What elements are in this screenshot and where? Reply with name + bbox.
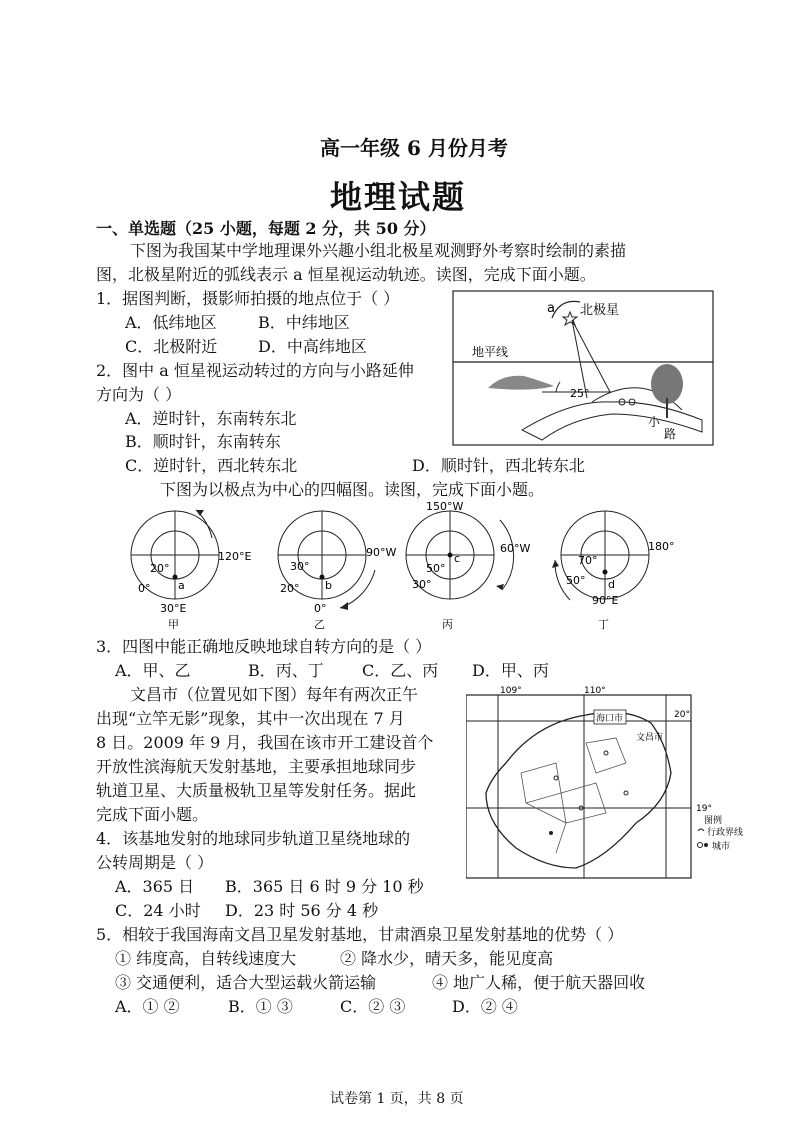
intro3-line1: 文昌市（位置见如下图）每年有两次正午 <box>130 685 419 704</box>
subject-title: 地理试题 <box>330 178 467 216</box>
lon-109: 109° <box>500 686 522 696</box>
q4-option-b: B．365 日 6 时 9 分 10 秒 <box>225 877 424 896</box>
bing-point: c <box>454 552 461 565</box>
q1-option-d: D．中高纬地区 <box>258 337 367 356</box>
hainan-map <box>466 683 766 883</box>
section-heading: 一、单选题（25 小题，每题 2 分，共 50 分） <box>96 219 436 238</box>
q1-option-a: A．低纬地区 <box>125 313 217 332</box>
polar-yi <box>278 511 396 631</box>
north-star-sketch <box>452 290 714 446</box>
q4-option-d: D．23 时 56 分 4 秒 <box>225 901 379 920</box>
label-road-2: 路 <box>664 427 677 441</box>
exam-title: 高一年级 6 月份月考 <box>320 136 508 160</box>
page-footer: 试卷第 1 页，共 8 页 <box>330 1091 464 1107</box>
yi-point: b <box>325 579 332 592</box>
intro3-line2: 出现“立竿无影”现象，其中一次出现在 7 月 <box>96 709 405 728</box>
q5-option-c: C．② ③ <box>340 997 406 1016</box>
label-horizon: 地平线 <box>472 345 509 359</box>
polar-ding <box>552 511 675 631</box>
ding-bottom: 90°E <box>592 594 619 607</box>
hill-shape <box>488 376 554 390</box>
legend-city: 城市 <box>712 842 731 852</box>
intro3-line3: 8 日。2009 年 9 月，我国在该市开工建设首个 <box>96 733 434 752</box>
polar-bing <box>406 500 530 631</box>
yi-bottom: 0° <box>314 602 327 615</box>
jia-inner: 20° <box>150 562 170 575</box>
yi-right: 90°W <box>366 546 397 559</box>
jia-outer: 0° <box>138 582 151 595</box>
intro3-line5: 轨道卫星、大质量极轨卫星等发射任务。据此 <box>96 781 417 800</box>
polar-jia <box>131 510 251 631</box>
admin-boundaries <box>521 738 626 853</box>
city-wenchang: 文昌市 <box>636 733 664 743</box>
jia-point: a <box>178 579 185 592</box>
q5-option-a: A．① ② <box>115 997 180 1016</box>
q2-option-d: D．顺时针，西北转东北 <box>412 456 585 475</box>
jia-name: 甲 <box>168 618 179 631</box>
label-road-1: 小 <box>648 415 661 429</box>
bing-inner: 50° <box>426 562 446 575</box>
q4-stem-line1: 4．该基地发射的地球同步轨道卫星绕地球的 <box>96 829 411 848</box>
yi-name: 乙 <box>314 618 325 631</box>
q5-item-4: ④ 地广人稀，便于航天器回收 <box>432 973 646 992</box>
ding-name: 丁 <box>598 618 609 631</box>
q3-option-a: A．甲、乙 <box>115 661 191 680</box>
q2-option-a: A．逆时针，东南转东北 <box>125 409 297 428</box>
legend-title: 图例 <box>704 816 723 826</box>
ding-outer: 50° <box>566 574 586 587</box>
q2-stem-line2: 方向为（ ） <box>96 385 182 404</box>
q1-stem: 1．据图判断，摄影师拍摄的地点位于（ ） <box>96 289 400 308</box>
star-trail-arc <box>552 301 580 318</box>
q4-option-c: C．24 小时 <box>115 901 201 920</box>
legend-boundary: 行政界线 <box>707 828 744 838</box>
intro1-line2: 图，北极星附近的弧线表示 a 恒星视运动轨迹。读图，完成下面小题。 <box>96 265 596 284</box>
bing-name: 丙 <box>442 618 453 631</box>
q5-item-1: ① 纬度高，自转线速度大 <box>115 949 297 968</box>
jia-right: 120°E <box>218 550 252 563</box>
q3-stem: 3．四图中能正确地反映地球自转方向的是（ ） <box>96 637 432 656</box>
q5-item-3: ③ 交通便利，适合大型运载火箭运输 <box>115 973 377 992</box>
city-haikou: 海口市 <box>596 714 624 724</box>
q4-stem-line2: 公转周期是（ ） <box>96 853 214 872</box>
q5-stem: 5．相较于我国海南文昌卫星发射基地，甘肃酒泉卫星发射基地的优势（ ） <box>96 925 624 944</box>
q5-option-b: B．① ③ <box>228 997 293 1016</box>
lat-20: 20° <box>674 710 690 720</box>
q5-item-2: ② 降水少，晴天多，能见度高 <box>340 949 554 968</box>
bing-top: 150°W <box>426 500 464 513</box>
star-icon <box>563 312 577 325</box>
intro3-line6: 完成下面小题。 <box>96 805 209 824</box>
intro3-line4: 开放性滨海航天发射基地，主要承担地球同步 <box>96 757 417 776</box>
intro2: 下图为以极点为中心的四幅图。读图，完成下面小题。 <box>160 480 545 499</box>
lon-110: 110° <box>584 686 606 696</box>
bing-outer: 30° <box>412 578 432 591</box>
intro1-line1: 下图为我国某中学地理课外兴趣小组北极星观测野外考察时绘制的素描 <box>130 241 627 260</box>
q1-option-b: B．中纬地区 <box>258 313 350 332</box>
q3-option-c: C．乙、丙 <box>362 661 439 680</box>
q2-option-c: C．逆时针，西北转东北 <box>125 456 298 475</box>
yi-outer: 20° <box>280 582 300 595</box>
polar-diagrams <box>100 500 700 632</box>
q4-option-a: A．365 日 <box>115 877 195 896</box>
q2-option-b: B．顺时针，东南转东 <box>125 432 281 451</box>
label-angle: 25° <box>570 387 590 400</box>
q1-option-c: C．北极附近 <box>125 337 218 356</box>
q3-option-d: D．甲、丙 <box>472 661 549 680</box>
ding-inner: 70° <box>578 554 598 567</box>
jia-bottom: 30°E <box>160 602 187 615</box>
label-north-star: 北极星 <box>580 303 620 318</box>
yi-inner: 30° <box>290 560 310 573</box>
q3-option-b: B．丙、丁 <box>248 661 324 680</box>
bing-right: 60°W <box>500 542 531 555</box>
ding-point: d <box>608 578 615 591</box>
q5-option-d: D．② ④ <box>452 997 518 1016</box>
q2-stem-line1: 2．图中 a 恒星视运动转过的方向与小路延伸 <box>96 361 414 380</box>
lat-19: 19° <box>696 804 712 814</box>
ding-right: 180° <box>648 540 675 553</box>
label-a: a <box>547 301 555 316</box>
